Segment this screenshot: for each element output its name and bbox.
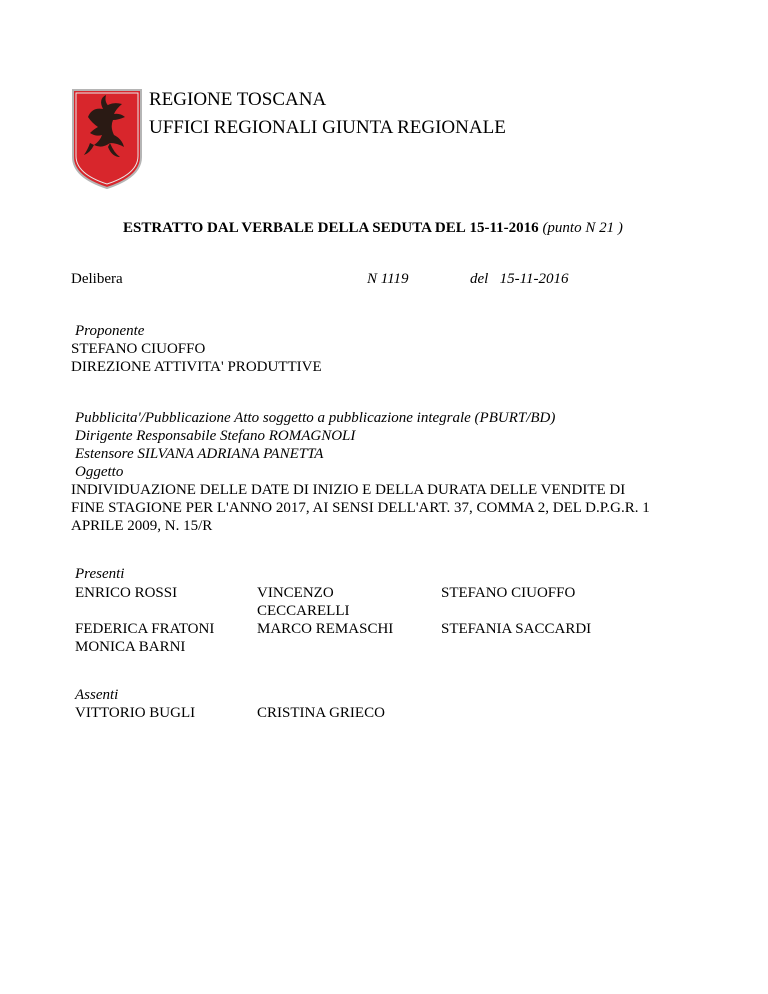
member-name: STEFANIA SACCARDI	[441, 621, 592, 637]
member-name: STEFANO CIUOFFO	[441, 585, 576, 601]
oggetto-line: APRILE 2009, N. 15/R	[71, 518, 213, 534]
presenti-col3	[441, 584, 591, 638]
details-block	[71, 409, 650, 535]
regione-toscana-crest	[70, 87, 144, 191]
member-name: ENRICO ROSSI	[75, 585, 178, 601]
org-name: REGIONE TOSCANA	[149, 89, 327, 110]
oggetto-label: Oggetto	[75, 464, 124, 480]
oggetto-line: INDIVIDUAZIONE DELLE DATE DI INIZIO E DELLA DURATA DELLE VENDITE DI	[71, 482, 626, 498]
proponente-label: Proponente	[75, 323, 145, 339]
extract-line	[123, 220, 623, 237]
dirigente-line: Dirigente Responsabile Stefano ROMAGNOLI	[75, 428, 356, 444]
member-name: FEDERICA FRATONI	[75, 621, 215, 637]
pegasus-crest-icon	[70, 87, 144, 191]
extract-date: 15-11-2016	[469, 220, 539, 236]
oggetto-line: FINE STAGIONE PER L'ANNO 2017, AI SENSI DELL'ART. 37, COMMA 2, DEL D.P.G.R. 1	[71, 500, 650, 516]
delibera-date: del 15-11-2016	[470, 271, 569, 287]
member-name: VINCENZO	[257, 585, 334, 601]
presenti-col2	[257, 584, 393, 638]
pubblicita-line: Pubblicita'/Pubblicazione Atto soggetto a pubblicazione integrale (PBURT/BD)	[75, 410, 556, 426]
proponente-block	[71, 322, 322, 376]
proponente-name: STEFANO CIUOFFO	[71, 341, 206, 357]
presenti-label: Presenti	[75, 566, 125, 582]
delibera-label: Delibera	[71, 271, 123, 287]
member-name: CRISTINA GRIECO	[257, 705, 385, 721]
office-name: UFFICI REGIONALI GIUNTA REGIONALE	[149, 117, 506, 138]
member-name: MARCO REMASCHI	[257, 621, 394, 637]
member-name: CECCARELLI	[257, 603, 350, 619]
member-name: VITTORIO BUGLI	[75, 705, 196, 721]
assenti-label: Assenti	[75, 687, 119, 703]
delibera-number: N 1119	[367, 271, 409, 287]
extract-title: ESTRATTO DAL VERBALE DELLA SEDUTA DEL	[123, 220, 466, 236]
extract-punto: (punto N 21 )	[542, 220, 623, 236]
member-name: MONICA BARNI	[75, 639, 186, 655]
estensore-line: Estensore SILVANA ADRIANA PANETTA	[75, 446, 324, 462]
proponente-direction: DIREZIONE ATTIVITA' PRODUTTIVE	[71, 359, 322, 375]
presenti-col1	[75, 584, 214, 656]
